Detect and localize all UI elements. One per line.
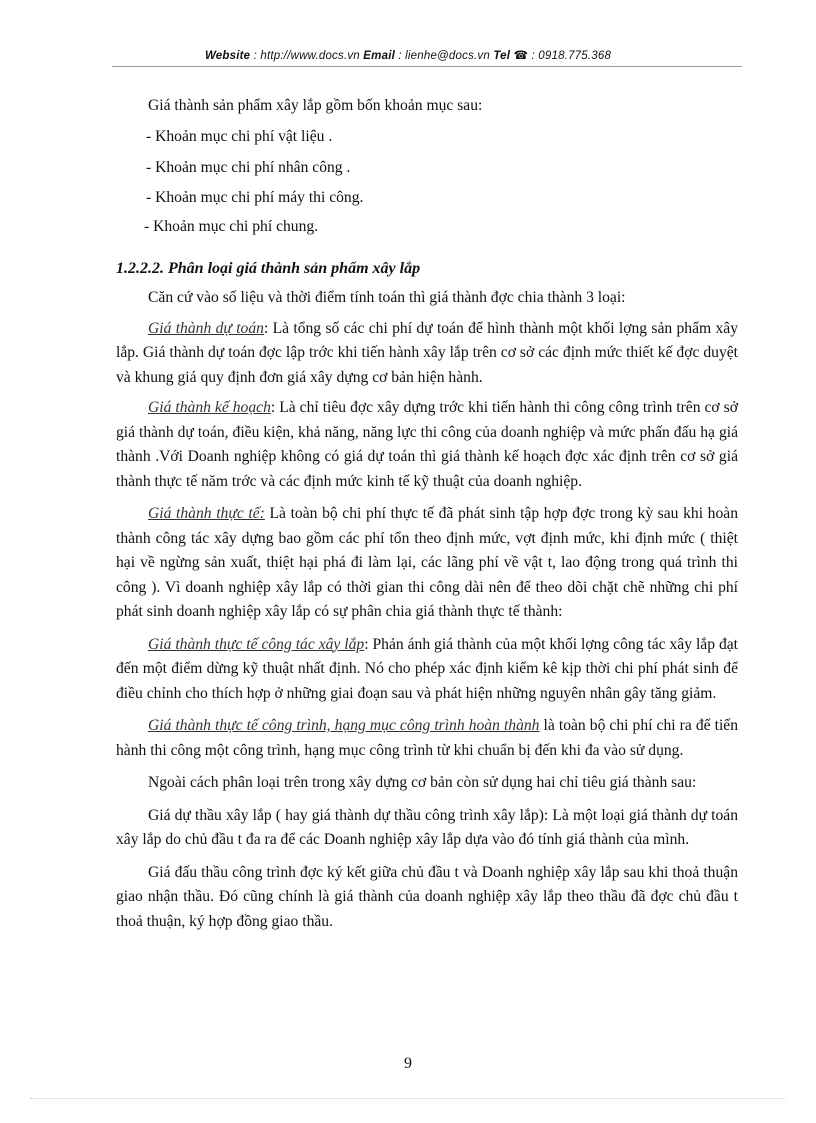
section-heading: 1.2.2.2. Phân loại giá thành sản phẩm xây lắp <box>116 259 421 277</box>
term-thuc-te-cong-trinh: Giá thành thực tế công trình, hạng mục công trình hoàn thành <box>148 717 540 734</box>
paragraph-8: Giá dự thầu xây lắp ( hay giá thành dự thầu công trình xây lắp): Là một loại giá thành dự toán xây lắp do chủ đầu t đa ra để các Doanh nghiệp xây lắp dựa vào đó tính giá thành của mình. <box>116 806 738 848</box>
term-ke-hoach: Giá thành kế hoạch <box>148 399 271 416</box>
paragraph-1: Căn cứ vào số liệu và thời điểm tính toán thì giá thành đợc chia thành 3 loại: <box>148 289 626 306</box>
tel-value: : 0918.775.368 <box>528 50 612 62</box>
paragraph-7: Ngoài cách phân loại trên trong xây dựng cơ bản còn sử dụng hai chỉ tiêu giá thành sau: <box>148 774 697 791</box>
tel-label: Tel <box>493 50 511 62</box>
document-body <box>116 94 738 940</box>
paragraph-3 <box>116 396 738 494</box>
page-number: 9 <box>404 1055 412 1072</box>
term-thuc-te-xay-lap: Giá thành thực tế công tác xây lắp <box>148 635 365 653</box>
paragraph-4 <box>116 502 738 625</box>
list-item: - Khoản mục chi phí nhân công . <box>146 159 351 176</box>
paragraph-2 <box>116 317 738 391</box>
page-header <box>0 48 816 62</box>
list-item: - Khoản mục chi phí máy thi công. <box>146 188 364 206</box>
website-value: : http://www.docs.vn <box>250 50 364 62</box>
paragraph-3-text: : Là chỉ tiêu đợc xây dựng trớc khi tiến hành thi công công trình trên cơ sở giá thành dự toán, điều kiện, khả năng, năng lực thi công của doanh nghiệp và mức phấn đấu hạ giá thành .Với Doanh nghiệp không có giá dự toán thì giá thành kế hoạch đợc xác định trên cơ sở giá thành thực tế năm trớc và các định mức kinh tế kỹ thuật của doanh nghiệp. <box>116 399 738 490</box>
website-label: Website <box>204 50 251 62</box>
paragraph-4-text: Là toàn bộ chi phí thực tế đã phát sinh tập hợp đợc trong kỳ sau khi hoàn thành công tác xây dựng bao gồm các phí tổn theo định mức, vợt định mức, khi định mức ( thiệt hại về ngừng sản xuất, thiệt hại phá đi làm lại, các lãng phí về vật t, lao động trong quá trình thi công ). Vì doanh nghiệp xây lắp có thời gian thi công dài nên để theo dõi chặt chẽ những chi phí phát sinh doanh nghiệp xây lắp có sự phân chia giá thành thực tế thành: <box>116 505 738 620</box>
email-value: : lienhe@docs.vn <box>394 50 494 62</box>
paragraph-2-text: : Là tổng số các chi phí dự toán để hình thành một khối lợng sản phẩm xây lắp. Giá thành dự toán đợc lập trớc khi tiến hành xây lắp trên cơ sở các định mức thiết kế đợc duyệt và khung giá quy định đơn giá xây dựng cơ bản hiện hành. <box>116 319 738 386</box>
paragraph-9: Giá đấu thầu công trình đợc ký kết giữa chủ đầu t và Doanh nghiệp xây lắp sau khi thoả thuận giao nhận thầu. Đó cũng chính là giá thành của doanh nghiệp xây lắp theo thầu đã đợc chủ đầu t thoả thuận, ký hợp đồng giao thầu. <box>116 863 738 930</box>
email-label: Email <box>363 50 395 62</box>
term-du-toan: Giá thành dự toán <box>148 319 264 337</box>
list-item: - Khoản mục chi phí vật liệu . <box>146 127 333 145</box>
footer-divider <box>30 1098 786 1099</box>
paragraph-5 <box>116 633 738 707</box>
term-thuc-te: Giá thành thực tế: <box>148 505 265 522</box>
list-item: - Khoản mục chi phí chung. <box>144 218 319 235</box>
paragraph-6 <box>116 714 738 763</box>
header-divider <box>112 66 742 67</box>
intro-paragraph: Giá thành sản phẩm xây lắp gồm bốn khoản mục sau: <box>148 97 483 114</box>
paragraph-6-text: là toàn bộ chi phí chi ra để tiến hành thi công một công trình, hạng mục công trình từ khi chuẩn bị đến khi đa vào sử dụng. <box>116 717 738 759</box>
paragraph-5-text: : Phản ánh giá thành của một khối lợng công tác xây lắp đạt đến một điểm dừng kỹ thuật nhất định. Nó cho phép xác định kiểm kê kịp thời chi phí phát sinh để điều chỉnh cho thích hợp ở những giai đoạn sau và phát hiện những nguyên nhân gây tăng giảm. <box>116 635 738 702</box>
phone-icon: ☎ <box>513 50 529 62</box>
